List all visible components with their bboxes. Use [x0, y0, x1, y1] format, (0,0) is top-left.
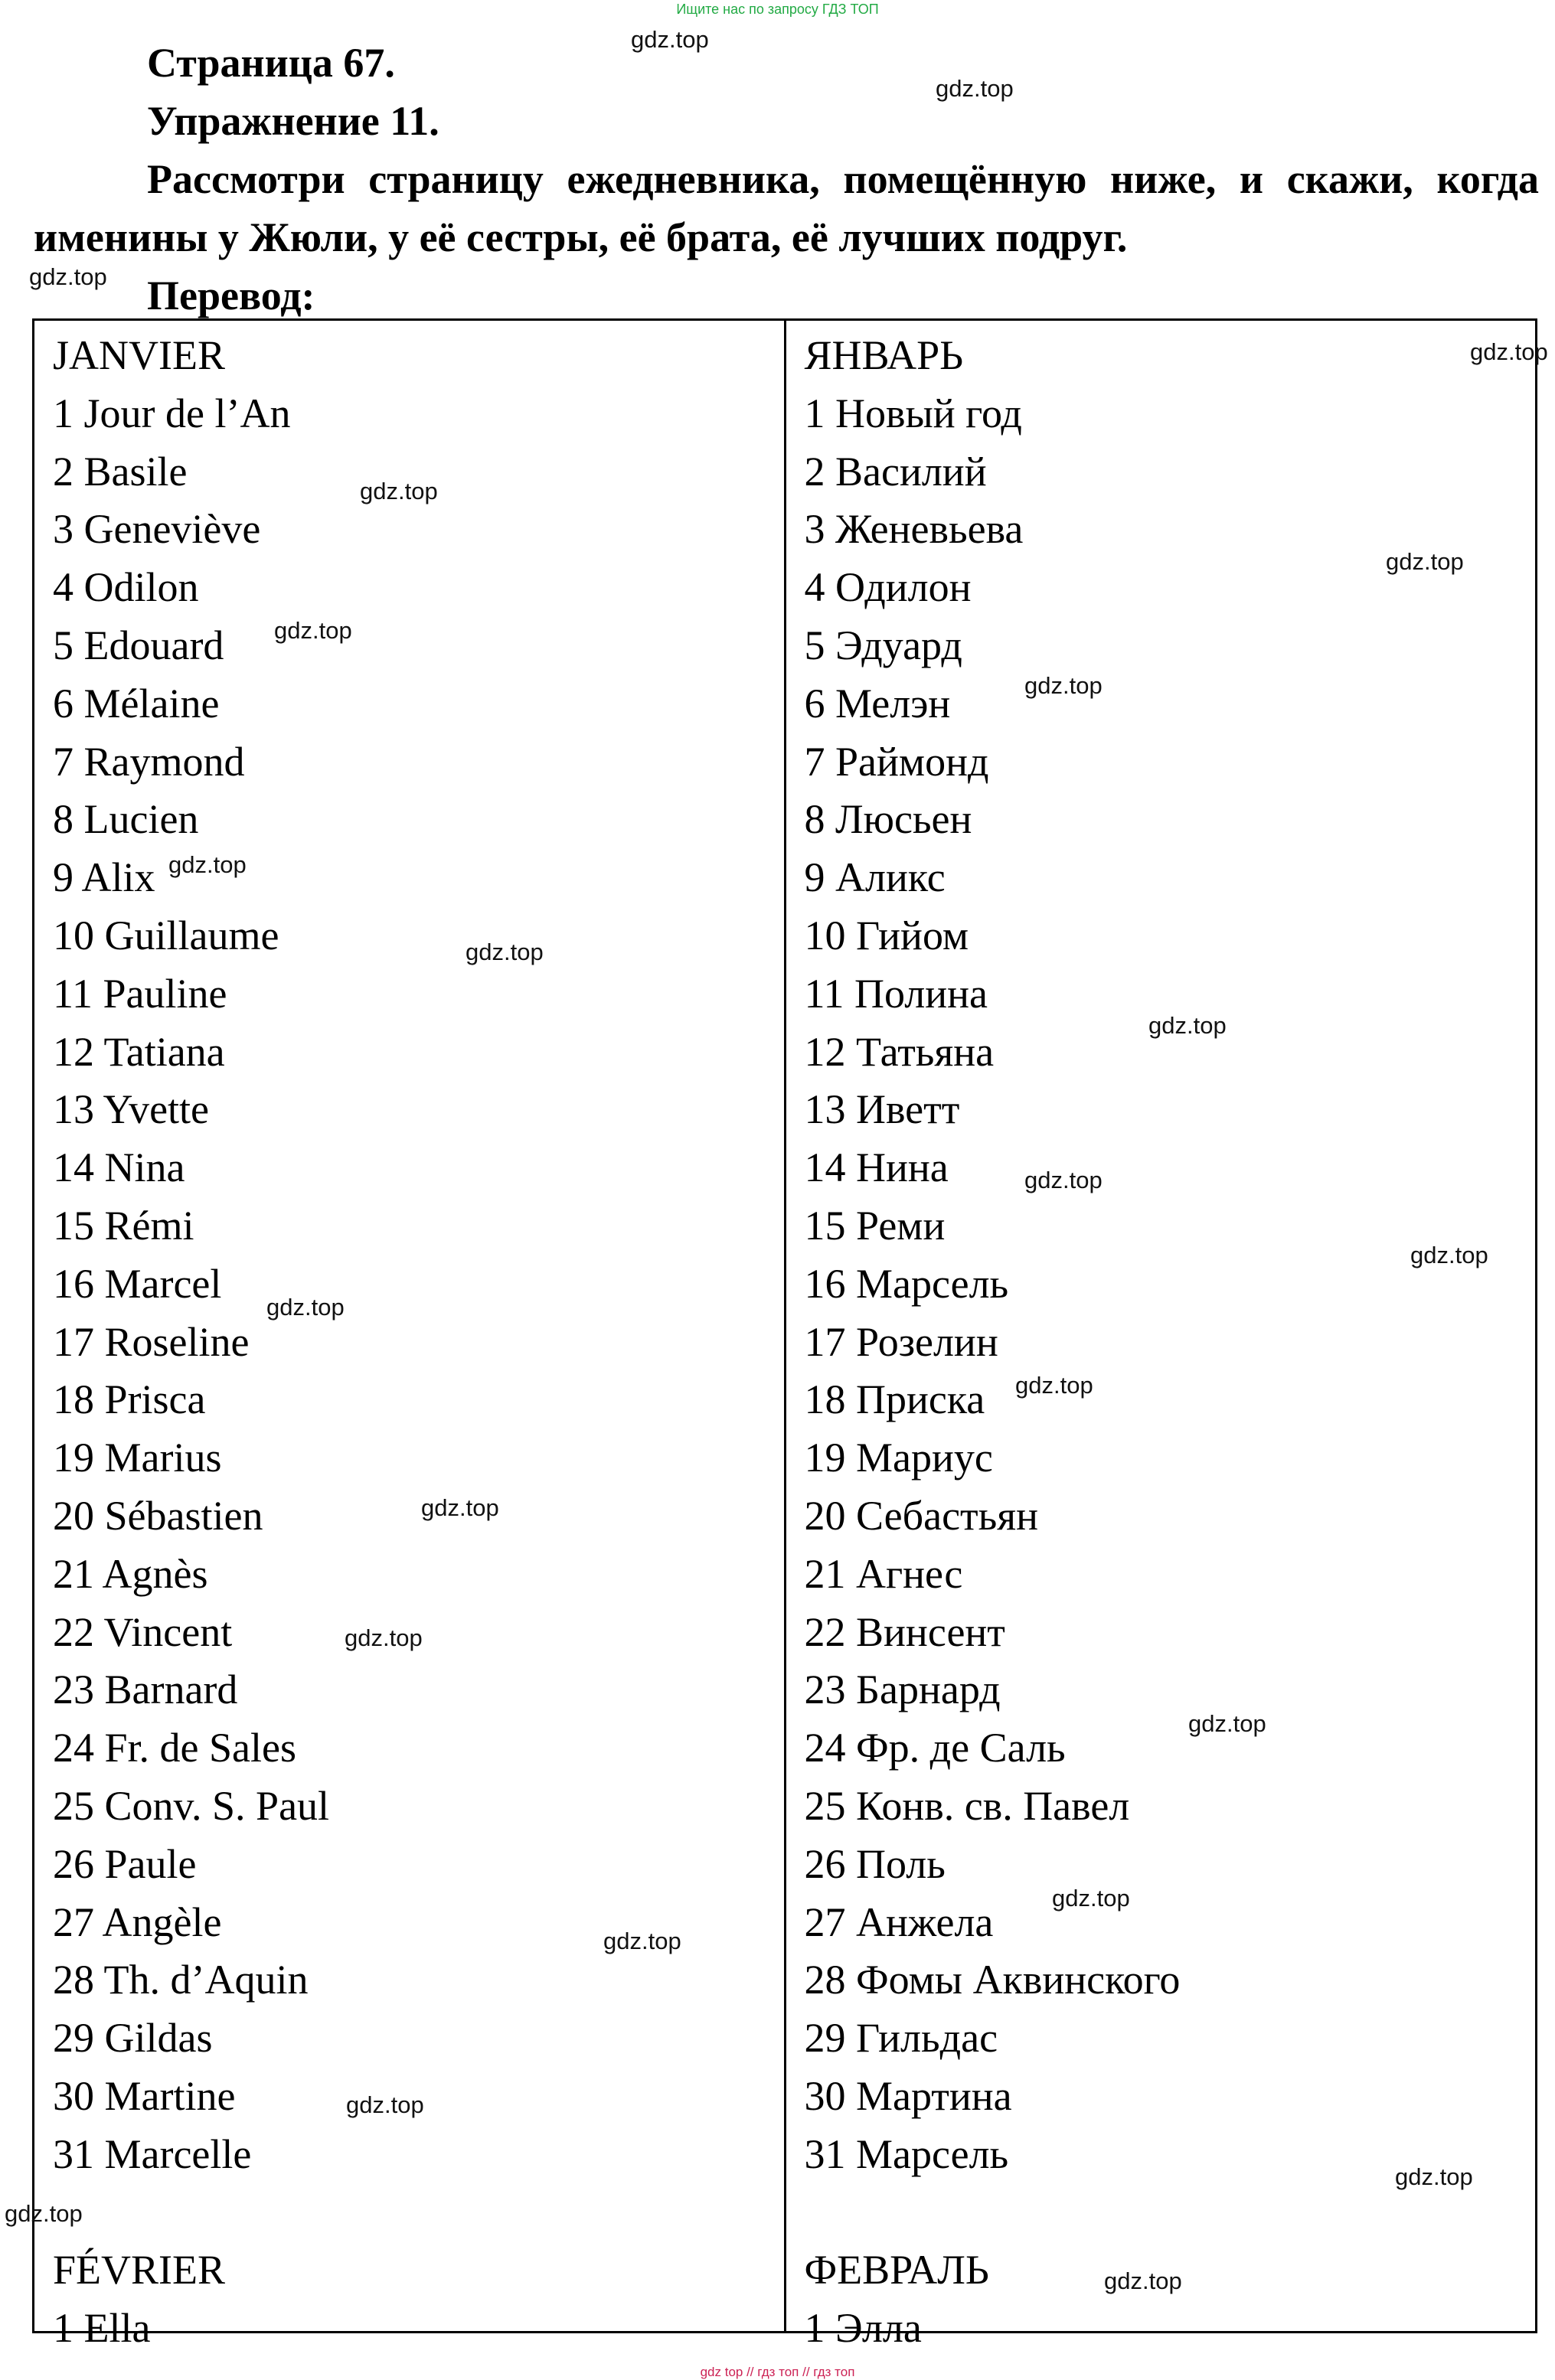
calendar-day-row: 26 Поль: [804, 1840, 946, 1887]
french-january-days: [53, 385, 329, 2184]
watermark: gdz.top: [274, 617, 352, 644]
calendar-day-row: 30 Martine: [53, 2072, 236, 2119]
french-month-january: JANVIER: [53, 332, 225, 378]
calendar-day-row: 16 Marcel: [53, 1260, 222, 1307]
calendar-day-row: 2 Basile: [53, 448, 188, 495]
calendar-day-row: 25 Conv. S. Paul: [53, 1782, 330, 1829]
calendar-day-row: 23 Барнард: [804, 1667, 1001, 1713]
calendar-day-row: 13 Yvette: [53, 1086, 210, 1133]
calendar-day-row: 1 Jour de l’An: [53, 390, 291, 436]
russian-month-january: ЯНВАРЬ: [804, 332, 964, 378]
watermark: gdz.top: [1015, 1372, 1093, 1399]
calendar-day-row: 14 Нина: [804, 1144, 949, 1191]
watermark: gdz.top: [466, 939, 544, 965]
task-text: Рассмотри страницу ежедневника, помещённую ниже, и скажи, когда именины у Жюли, у её сестры, её брата, её лучших подруг.: [34, 156, 1539, 260]
calendar-day-row: 12 Tatiana: [53, 1028, 225, 1075]
calendar-day-row: 18 Приска: [804, 1376, 985, 1423]
russian-february-days: [805, 2300, 1181, 2358]
calendar-day-row: 21 Агнес: [804, 1550, 963, 1597]
calendar-day-row: 17 Розелин: [804, 1318, 998, 1365]
calendar-day-row: 8 Люсьен: [804, 796, 972, 843]
calendar-day-row: 1 Новый год: [804, 390, 1022, 436]
calendar-day-row: 29 Gildas: [53, 2015, 213, 2062]
watermark: gdz.top: [346, 2091, 424, 2118]
calendar-day-row: 20 Sébastien: [53, 1492, 263, 1539]
calendar-day-row: 23 Barnard: [53, 1667, 238, 1713]
watermark: gdz.top: [168, 851, 247, 878]
french-february-days: [53, 2300, 329, 2358]
calendar-day-row: 24 Фр. де Саль: [804, 1725, 1066, 1771]
watermark: gdz.top: [266, 1294, 345, 1321]
calendar-day-row: 11 Pauline: [53, 970, 227, 1017]
calendar-day-row: 6 Mélaine: [53, 680, 220, 726]
calendar-day-row: 27 Анжела: [804, 1898, 994, 1945]
page-title: Страница 67.: [147, 40, 395, 86]
calendar-day-row: 29 Гильдас: [804, 2015, 998, 2062]
watermark: gdz.top: [29, 263, 107, 290]
calendar-day-row: 4 Одилон: [804, 564, 972, 611]
calendar-day-row: 11 Полина: [804, 970, 988, 1017]
calendar-day-row: 5 Edouard: [53, 622, 224, 668]
calendar-day-row: 2 Василий: [804, 448, 987, 495]
calendar-day-row: 28 Th. d’Aquin: [53, 1957, 309, 2003]
calendar-day-row: 5 Эдуард: [804, 622, 962, 668]
french-column: [34, 321, 786, 2352]
russian-month-february: ФЕВРАЛЬ: [804, 2247, 989, 2293]
footer: gdz top // гдз топ // гдз топ: [700, 2365, 855, 2379]
watermark: gdz.top: [360, 478, 438, 504]
calendar-day-row: 24 Fr. de Sales: [53, 1725, 296, 1771]
watermark: gdz.top: [1470, 338, 1548, 365]
watermark: gdz.top: [603, 1928, 681, 1954]
spacer: [805, 2184, 1181, 2242]
exercise-title: Упражнение 11.: [147, 98, 439, 144]
watermark: gdz.top: [1104, 2267, 1182, 2294]
spacer: [53, 2184, 329, 2242]
calendar-day-row: 22 Vincent: [53, 1608, 233, 1655]
calendar-day-row: 15 Rémi: [53, 1202, 194, 1249]
russian-january-days: [805, 385, 1181, 2184]
calendar-day-row: 21 Agnès: [53, 1550, 208, 1597]
watermark: gdz.top: [1024, 1167, 1103, 1193]
calendar-day-row: 31 Marcelle: [53, 2130, 252, 2177]
watermark: gdz.top: [1148, 1012, 1227, 1039]
watermark: gdz.top: [1188, 1710, 1266, 1737]
watermark: gdz.top: [1386, 548, 1464, 575]
calendar-day-row: 8 Lucien: [53, 796, 199, 843]
calendar-day-row: 13 Иветт: [804, 1086, 960, 1133]
calendar-day-row: 12 Татьяна: [804, 1028, 995, 1075]
calendar-day-row: 17 Roseline: [53, 1318, 250, 1365]
calendar-day-row: 4 Odilon: [53, 564, 199, 611]
calendar-day-row: 16 Марсель: [804, 1260, 1009, 1307]
watermark: gdz.top: [1395, 2163, 1473, 2190]
calendar-day-row: 31 Марсель: [804, 2130, 1009, 2177]
calendar-day-row: 28 Фомы Аквинского: [804, 1957, 1181, 2003]
calendar-day-row: 9 Alix: [53, 854, 155, 901]
russian-column: [786, 321, 1536, 2352]
watermark: gdz.top: [5, 2200, 83, 2227]
watermark: gdz.top: [345, 1624, 423, 1651]
watermark: gdz.top: [1024, 672, 1103, 699]
top-banner: Ищите нас по запросу ГДЗ ТОП: [676, 2, 879, 17]
calendar-day-row: 6 Мелэн: [804, 680, 951, 726]
calendar-day-row: 7 Раймонд: [804, 738, 989, 785]
calendar-day-row: 3 Женевьева: [804, 506, 1024, 553]
calendar-day-row: 19 Мариус: [804, 1435, 993, 1481]
calendar-day-row: 10 Guillaume: [53, 912, 279, 958]
calendar-day-row: 9 Аликс: [804, 854, 946, 901]
watermark: gdz.top: [631, 26, 709, 53]
calendar-day-row: 18 Prisca: [53, 1376, 206, 1423]
calendar-day-row: 25 Конв. св. Павел: [804, 1782, 1130, 1829]
calendar-day-row: 1 Ella: [53, 2305, 151, 2352]
calendar-table: [32, 318, 1537, 2352]
french-month-february: FÉVRIER: [53, 2247, 226, 2293]
watermark: gdz.top: [936, 75, 1014, 102]
calendar-day-row: 19 Marius: [53, 1435, 222, 1481]
calendar-day-row: 14 Nina: [53, 1144, 185, 1191]
calendar-day-row: 15 Реми: [804, 1202, 946, 1249]
watermark: gdz.top: [421, 1494, 499, 1521]
calendar-day-row: 20 Себастьян: [804, 1492, 1039, 1539]
calendar-day-row: 7 Raymond: [53, 738, 245, 785]
watermark: gdz.top: [1052, 1885, 1130, 1912]
watermark: gdz.top: [1410, 1242, 1488, 1268]
calendar-day-row: 3 Geneviève: [53, 506, 261, 553]
translation-heading: Перевод:: [147, 273, 315, 318]
calendar-day-row: 26 Paule: [53, 1840, 197, 1887]
calendar-day-row: 10 Гийом: [804, 912, 969, 958]
calendar-day-row: 1 Элла: [804, 2305, 922, 2352]
calendar-day-row: 30 Мартина: [804, 2072, 1012, 2119]
calendar-day-row: 22 Винсент: [804, 1608, 1005, 1655]
calendar-day-row: 27 Angèle: [53, 1898, 222, 1945]
